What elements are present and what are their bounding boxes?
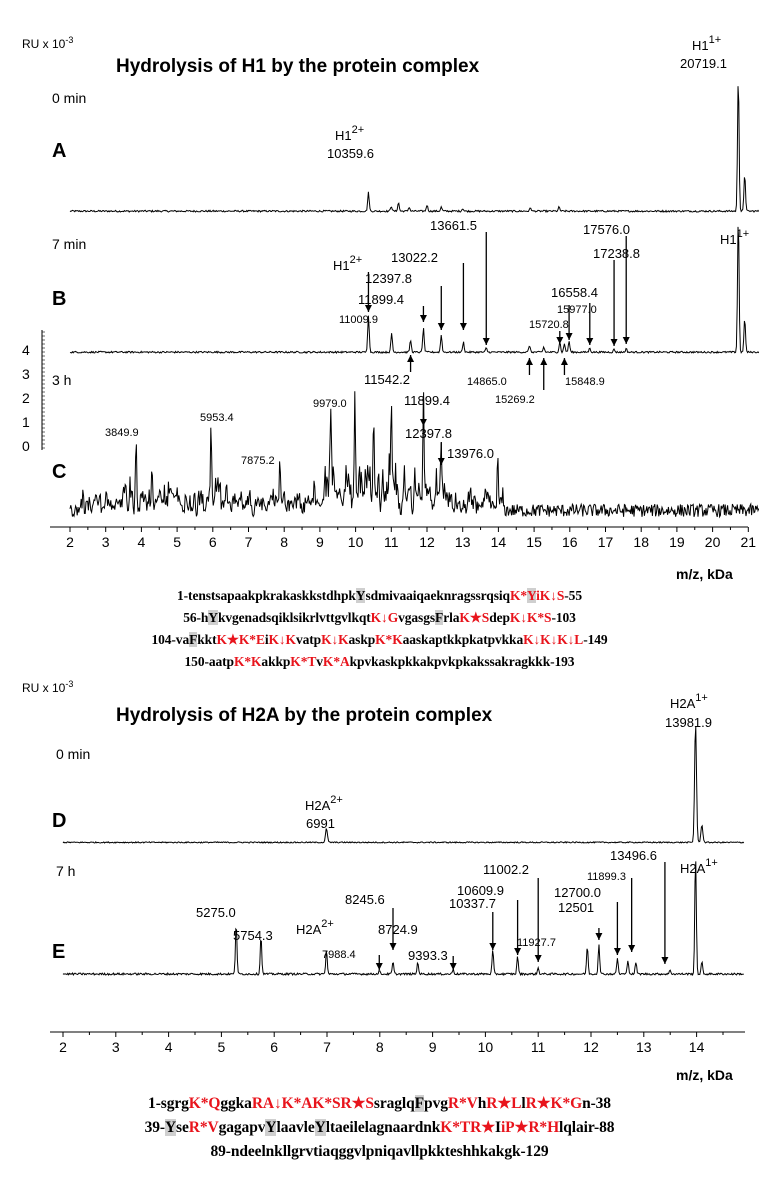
sequence-segment: F	[414, 1095, 425, 1112]
x-tick-label: 12	[583, 1039, 599, 1055]
panel-b-letter: B	[52, 288, 67, 310]
x-tick-label: 16	[562, 534, 578, 550]
peak-label: 8245.6	[345, 892, 385, 907]
peak-label: 9393.3	[408, 948, 448, 963]
peak-label: 11899.3	[587, 871, 626, 883]
x-tick-label: 3	[101, 534, 110, 550]
arrow-head	[420, 419, 427, 426]
x-tick-label: 9	[428, 1039, 437, 1055]
h1-x-axis-label: m/z, kDa	[676, 566, 733, 582]
sequence-line	[0, 1140, 759, 1164]
h2a-x-axis	[50, 1032, 745, 1055]
sequence-segment: F	[435, 610, 444, 625]
arrow-head	[611, 339, 618, 346]
ru-label-top: RU x $10^{-3}$	[22, 35, 74, 51]
x-tick-label: 14	[490, 534, 507, 550]
arrow-head	[376, 963, 383, 970]
sequence-segment: sdmivaaiqaeknragssrqsiq	[365, 588, 510, 603]
peak-label: 17576.0	[583, 222, 630, 237]
panel-d-letter: D	[52, 810, 67, 832]
peak-label: 10609.9	[457, 883, 504, 898]
sequence-segment: 104-va	[151, 632, 190, 647]
x-tick-label: 7	[323, 1039, 331, 1055]
sequence-segment: kpvkaskpkkakpvkpkakssakragkkk-193	[349, 654, 575, 669]
sequence-segment: 39-	[144, 1119, 165, 1136]
arrow-head	[483, 338, 490, 345]
sequence-segment: I	[495, 1119, 501, 1136]
cleavage-site: iK↓S	[536, 588, 565, 603]
sequence-segment: i	[264, 632, 269, 647]
sequence-segment: v	[316, 654, 323, 669]
cleavage-site: K↓K↓K↓L	[523, 632, 584, 647]
sequence-segment: n-38	[582, 1095, 611, 1112]
x-tick-label: 6	[270, 1039, 279, 1055]
sequence-segment: kkt	[197, 632, 217, 647]
h1-1plus-mass-a: 20719.1	[680, 56, 727, 71]
panel-c-letter: C	[52, 461, 67, 483]
h2a-sequence	[0, 1092, 759, 1164]
x-tick-label: 11	[530, 1039, 546, 1055]
peak-label: 11009.9	[339, 314, 378, 326]
sequence-segment: Y	[314, 1119, 326, 1136]
peak-label: 17238.8	[593, 246, 640, 261]
cleavage-site: K↓K	[268, 632, 296, 647]
cleavage-site: R★K*G	[525, 1095, 583, 1112]
x-tick-label: 3	[111, 1039, 120, 1055]
peak-label: 5275.0	[196, 905, 236, 920]
sequence-segment: Y	[208, 610, 218, 625]
sequence-segment: aaskaptkkpkatpvkka	[402, 632, 524, 647]
x-tick-label: 15	[526, 534, 542, 550]
arrow-head	[407, 355, 414, 362]
sequence-segment: askp	[348, 632, 376, 647]
arrow-head	[438, 458, 445, 465]
sequence-segment: vgasgs	[398, 610, 436, 625]
y-tick-label: 1	[22, 414, 30, 430]
sequence-segment: pvg	[424, 1095, 448, 1112]
cleavage-site: K*A	[322, 654, 350, 669]
cleavage-site: K*TR★	[440, 1119, 496, 1136]
h1-x-axis	[50, 527, 756, 550]
x-tick-label: 2	[66, 534, 74, 550]
x-tick-label: 13	[454, 534, 471, 550]
h2a-1plus-mass-d: 13981.9	[665, 715, 712, 730]
peak-label: 5953.4	[200, 412, 234, 424]
cleavage-site: K↓K	[321, 632, 349, 647]
peak-label: 15848.9	[565, 376, 605, 388]
x-tick-label: 5	[217, 1039, 226, 1055]
h2a-peak-labels	[196, 848, 657, 963]
x-tick-label: 6	[208, 534, 217, 550]
sequence-line	[0, 585, 759, 607]
arrow-head	[450, 963, 457, 970]
arrow-head	[586, 338, 593, 345]
peak-label: 5754.3	[233, 928, 273, 943]
sequence-segment: kvgenadsqiklsikrlvttgvlkqt	[217, 610, 371, 625]
cleavage-site: K↓G	[370, 610, 399, 625]
ru-label-bottom: RU x $10^{-3}$	[22, 679, 74, 695]
peak-label: 15977.0	[557, 304, 597, 316]
sequence-segment: l	[521, 1095, 526, 1112]
h1-1plus-label-a: $H1^{1+}$	[692, 34, 722, 53]
trace-c	[70, 391, 759, 517]
peak-label: 14865.0	[467, 376, 507, 388]
x-tick-label: 11	[384, 534, 399, 550]
cleavage-site: K*K	[233, 654, 262, 669]
sequence-segment: rla	[443, 610, 460, 625]
y-tick-label: 0	[22, 438, 30, 454]
sequence-line	[0, 607, 759, 629]
y-tick-label: 4	[22, 342, 30, 358]
cleavage-site: Y	[527, 588, 537, 603]
arrow-head	[438, 323, 445, 330]
peak-label: 15269.2	[495, 394, 535, 406]
sequence-segment: F	[189, 632, 198, 647]
h2a-2plus-mass-d: 6991	[306, 816, 335, 831]
panel-d-time: 0 min	[56, 746, 91, 762]
arrow-head	[526, 358, 533, 365]
peak-label: 13022.2	[391, 250, 438, 265]
arrow-head	[540, 358, 547, 365]
cleavage-site: R★L	[486, 1095, 522, 1112]
sequence-segment: laavle	[276, 1119, 315, 1136]
h2a-chart-title: Hydrolysis of H2A by the protein complex	[116, 705, 493, 726]
h2a-2plus-label-d: $H2A^{2+}$	[305, 794, 343, 813]
arrow-head	[661, 957, 668, 964]
x-tick-label: 14	[688, 1039, 705, 1055]
panel-a-time: 0 min	[52, 90, 87, 106]
cleavage-site: iP★R*H	[500, 1119, 560, 1136]
panel-a-letter: A	[52, 140, 67, 162]
arrow-head	[460, 323, 467, 330]
peak-label: 16558.4	[551, 285, 598, 300]
trace-a	[70, 86, 759, 212]
h2a-1plus-label-d: $H2A^{1+}$	[670, 692, 708, 711]
peak-label: 8724.9	[378, 922, 418, 937]
panel-b-time: 7 min	[52, 236, 87, 252]
arrow-head	[420, 315, 427, 322]
cleavage-site: K★K*E	[216, 632, 265, 647]
x-tick-label: 10	[347, 534, 364, 550]
sequence-segment: ggka	[220, 1095, 252, 1112]
cleavage-site: R*V	[447, 1095, 478, 1112]
x-tick-label: 17	[597, 534, 614, 550]
sequence-segment: 1-tenstsapaakpkrakaskkstdhpk	[177, 588, 356, 603]
x-tick-label: 8	[375, 1039, 384, 1055]
h1-2plus-label-a: $H1^{2+}$	[335, 124, 365, 143]
cleavage-site: K↓K*S	[509, 610, 552, 625]
sequence-line	[0, 629, 759, 651]
sequence-segment: akkp	[261, 654, 291, 669]
h2a-2plus-label-e: $H2A^{2+}$	[296, 918, 334, 937]
cleavage-site: K*K	[375, 632, 403, 647]
h1-sequence	[0, 585, 759, 673]
trace-d	[63, 727, 744, 843]
arrow-head	[390, 943, 397, 950]
peak-label: 13976.0	[447, 446, 494, 461]
arrow-head	[556, 337, 563, 344]
x-tick-label: 10	[477, 1039, 494, 1055]
x-tick-label: 2	[59, 1039, 67, 1055]
arrow-head	[489, 943, 496, 950]
cleavage-site: RA↓K*AK*SR★S	[251, 1095, 374, 1112]
sequence-segment: sraglq	[373, 1095, 415, 1112]
y-tick-label: 2	[22, 390, 30, 406]
peak-label: 13661.5	[430, 218, 477, 233]
peak-label: 11542.2	[364, 372, 411, 387]
arrow-head	[535, 955, 542, 962]
sequence-segment: vatp	[295, 632, 322, 647]
arrow-head	[628, 945, 635, 952]
sequence-segment: Y	[355, 588, 366, 603]
sequence-segment: lqlair-88	[559, 1119, 615, 1136]
trace-e	[63, 861, 744, 975]
peak-label: 7988.4	[322, 949, 356, 961]
peak-label: 11002.2	[483, 862, 530, 877]
peak-label: 12397.8	[405, 426, 452, 441]
sequence-segment: 150-aatp	[184, 654, 234, 669]
cleavage-site: K*	[509, 588, 527, 603]
peak-label: 15720.8	[529, 319, 569, 331]
sequence-segment: se	[176, 1119, 189, 1136]
peak-label: 12700.0	[554, 885, 601, 900]
x-tick-label: 7	[244, 534, 253, 550]
peak-label: 11899.4	[358, 292, 405, 307]
x-tick-label: 4	[137, 534, 146, 550]
h1-2plus-label-b: $H1^{2+}$	[333, 254, 363, 273]
peak-label: 9979.0	[313, 398, 347, 410]
cleavage-site: K*T	[290, 654, 317, 669]
x-tick-label: 12	[419, 534, 435, 550]
arrow-head	[623, 337, 630, 344]
peak-label: 11899.4	[404, 393, 451, 408]
arrow-head	[514, 948, 521, 955]
cleavage-site: K★S	[459, 610, 490, 625]
sequence-segment: gagapv	[218, 1119, 266, 1136]
arrow-head	[561, 358, 568, 365]
h1-traces	[70, 86, 759, 517]
peak-label: 10337.7	[449, 896, 496, 911]
peak-label: 11927.7	[517, 937, 556, 949]
sequence-segment: -149	[583, 632, 608, 647]
x-tick-label: 9	[316, 534, 324, 550]
x-tick-label: 5	[173, 534, 181, 550]
arrow-head	[566, 333, 573, 340]
sequence-segment: h	[477, 1095, 487, 1112]
h1-1plus-label-b: $H1^{1+}$	[720, 228, 750, 247]
sequence-segment: ltaeilelagnaardnk	[325, 1119, 441, 1136]
sequence-segment: -103	[551, 610, 576, 625]
trace-b	[70, 227, 759, 353]
sequence-segment: Y	[265, 1119, 277, 1136]
x-tick-label: 18	[633, 534, 649, 550]
sequence-segment: 56-h	[183, 610, 209, 625]
cleavage-site: R*V	[188, 1119, 219, 1136]
x-tick-label: 20	[704, 534, 721, 550]
panel-c-y-axis	[22, 330, 45, 454]
panel-c-time: 3 h	[52, 372, 72, 388]
x-tick-label: 19	[669, 534, 685, 550]
cleavage-site: K*Q	[188, 1095, 221, 1112]
x-tick-label: 13	[636, 1039, 652, 1055]
h2a-1plus-label-e: $H2A^{1+}$	[680, 857, 718, 876]
sequence-segment: Y	[164, 1119, 177, 1136]
sequence-segment: -55	[564, 588, 582, 603]
x-tick-label: 21	[740, 534, 757, 550]
h2a-x-axis-label: m/z, kDa	[676, 1067, 733, 1083]
peak-label: 13496.6	[610, 848, 657, 863]
x-tick-label: 4	[164, 1039, 173, 1055]
arrow-head	[614, 948, 621, 955]
peak-label: 7875.2	[241, 455, 275, 467]
panel-e-letter: E	[52, 941, 66, 963]
sequence-line	[0, 1116, 759, 1140]
x-tick-label: 8	[280, 534, 289, 550]
h1-chart-title: Hydrolysis of H1 by the protein complex	[116, 56, 480, 77]
sequence-segment: dep	[489, 610, 510, 625]
panel-e-time: 7 h	[56, 863, 76, 879]
sequence-line	[0, 1092, 759, 1116]
peak-label: 12501	[558, 900, 595, 915]
sequence-segment: 1-sgrg	[148, 1095, 189, 1112]
arrow-head	[595, 933, 602, 940]
sequence-line	[0, 651, 759, 673]
sequence-segment: 89-ndeelnkllgrvtiaqggvlpniqavllpkkteshhkakgk-129	[210, 1143, 549, 1160]
h1-2plus-mass-a: 10359.6	[327, 146, 374, 161]
peak-label: 12397.8	[365, 271, 412, 286]
y-tick-label: 3	[22, 366, 30, 382]
peak-label: 3849.9	[105, 427, 139, 439]
